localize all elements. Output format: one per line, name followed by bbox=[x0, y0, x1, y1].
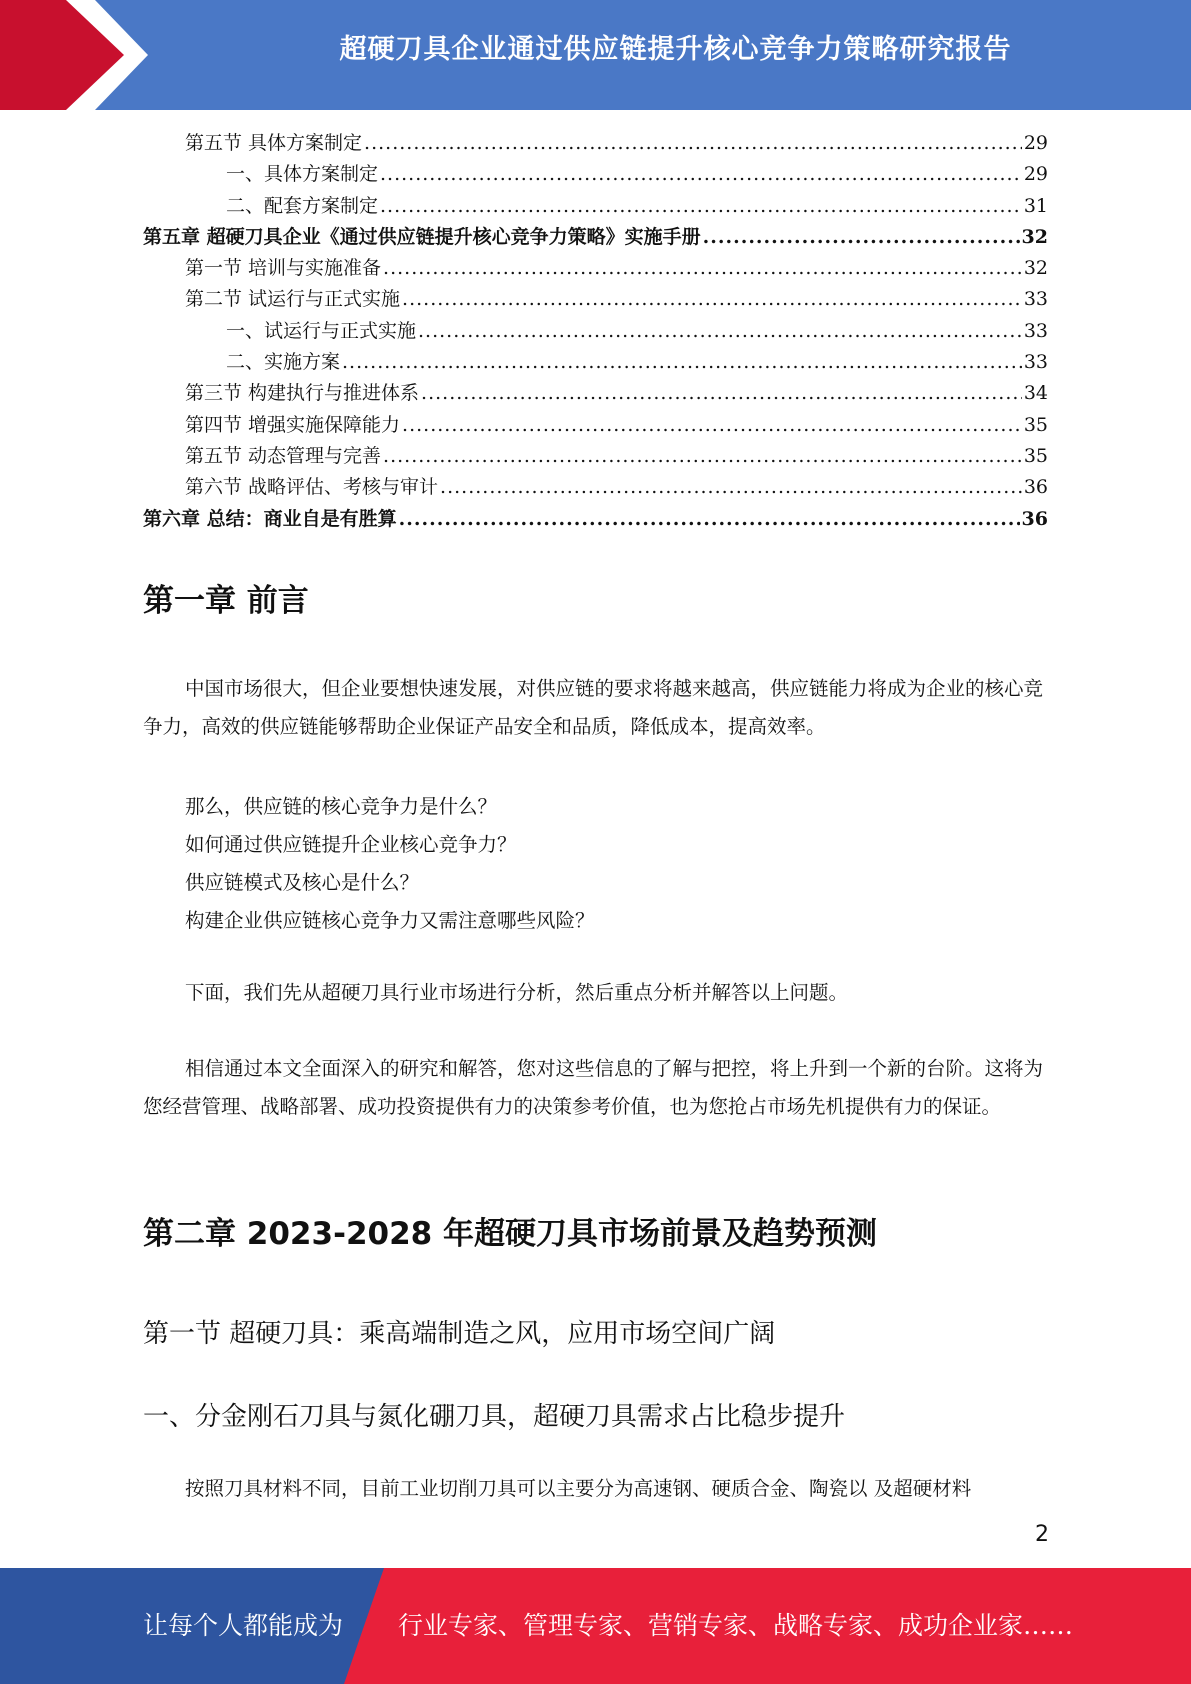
toc-entry-page: 33 bbox=[1023, 319, 1048, 342]
toc-entry[interactable] bbox=[143, 191, 1048, 222]
toc-entry-page: 29 bbox=[1023, 163, 1048, 186]
toc-entry-title: 第五节 动态管理与完善 bbox=[185, 444, 382, 467]
toc-leader-dots bbox=[399, 508, 1020, 530]
footer-slogan-left: 让每个人都能成为 bbox=[143, 1611, 344, 1640]
toc-entry[interactable] bbox=[143, 504, 1048, 535]
toc-entry-title: 二、实施方案 bbox=[226, 351, 341, 374]
header-banner bbox=[0, 0, 1191, 110]
toc-entry[interactable] bbox=[143, 284, 1048, 315]
paragraph: 下面，我们先从超硬刀具行业市场进行分析，然后重点分析并解答以上问题。 bbox=[185, 981, 849, 1004]
toc-entry-page: 33 bbox=[1023, 351, 1048, 374]
toc-leader-dots bbox=[703, 226, 1020, 248]
question-line: 供应链模式及核心是什么？ bbox=[185, 871, 420, 894]
toc-entry[interactable] bbox=[143, 159, 1048, 190]
question-line: 那么，供应链的核心竞争力是什么？ bbox=[185, 795, 498, 818]
toc-entry-title: 第三节 构建执行与推进体系 bbox=[185, 382, 420, 405]
report-title: 超硬刀具企业通过供应链提升核心竞争力策略研究报告 bbox=[339, 34, 1012, 65]
toc-leader-dots bbox=[402, 288, 1022, 310]
toc-entry-title: 第五章 超硬刀具企业《通过供应链提升核心竞争力策略》实施手册 bbox=[143, 225, 701, 248]
question-line: 构建企业供应链核心竞争力又需注意哪些风险？ bbox=[185, 909, 595, 932]
toc-leader-dots bbox=[383, 257, 1022, 279]
paragraph: 中国市场很大，但企业要想快速发展，对供应链的要求将越来越高，供应链能力将成为企业的核心竞争力，高效的供应链能够帮助企业保证产品安全和品质，降低成本，提高效率。 bbox=[143, 677, 1044, 738]
toc-leader-dots bbox=[364, 132, 1022, 154]
page-number: 2 bbox=[1035, 1522, 1049, 1547]
toc-entry[interactable] bbox=[143, 472, 1048, 503]
toc-entry-page: 29 bbox=[1023, 132, 1048, 154]
footer-banner bbox=[0, 1568, 1191, 1684]
toc-entry-page: 36 bbox=[1023, 476, 1048, 499]
toc-entry[interactable] bbox=[143, 128, 1048, 159]
chapter-heading: 第二章 2023-2028 年超硬刀具市场前景及趋势预测 bbox=[143, 1216, 878, 1252]
toc-entry-title: 一、具体方案制定 bbox=[226, 163, 379, 186]
toc-entry-title: 第六章 总结：商业自是有胜算 bbox=[143, 507, 397, 530]
subsection-heading: 一、分金刚石刀具与氮化硼刀具，超硬刀具需求占比稳步提升 bbox=[143, 1402, 846, 1432]
chapter-heading: 第一章 前言 bbox=[143, 583, 309, 619]
toc-entry[interactable] bbox=[143, 378, 1048, 409]
toc-entry-page: 34 bbox=[1023, 382, 1048, 405]
toc-entry-title: 二、配套方案制定 bbox=[226, 194, 379, 217]
toc-entry-page: 36 bbox=[1021, 507, 1048, 530]
toc-leader-dots bbox=[342, 351, 1022, 373]
section-heading: 第一节 超硬刀具：乘高端制造之风，应用市场空间广阔 bbox=[143, 1319, 776, 1349]
toc-entry-page: 32 bbox=[1023, 257, 1048, 280]
toc-entry[interactable] bbox=[143, 316, 1048, 347]
toc-entry-page: 35 bbox=[1023, 413, 1048, 436]
toc-leader-dots bbox=[440, 476, 1022, 498]
toc-entry[interactable] bbox=[143, 347, 1048, 378]
toc-entry-title: 一、试运行与正式实施 bbox=[226, 319, 417, 342]
toc-leader-dots bbox=[383, 445, 1022, 467]
paragraph: 按照刀具材料不同，目前工业切削刀具可以主要分为高速钢、硬质合金、陶瓷以 及超硬材料 bbox=[185, 1477, 972, 1500]
question-line: 如何通过供应链提升企业核心竞争力？ bbox=[185, 833, 517, 856]
toc-entry-title: 第二节 试运行与正式实施 bbox=[185, 288, 401, 311]
toc-entry-title: 第五节 具体方案制定 bbox=[185, 132, 363, 154]
toc-entry[interactable] bbox=[143, 441, 1048, 472]
toc-entry-page: 32 bbox=[1021, 225, 1048, 248]
toc-entry-page: 35 bbox=[1023, 444, 1048, 467]
toc-entry-page: 33 bbox=[1023, 288, 1048, 311]
toc-entry-title: 第六节 战略评估、考核与审计 bbox=[185, 476, 439, 499]
toc-entry[interactable] bbox=[143, 253, 1048, 284]
toc-entry-title: 第四节 增强实施保障能力 bbox=[185, 413, 401, 436]
footer-slogan-right: 行业专家、管理专家、营销专家、战略专家、成功企业家…… bbox=[398, 1611, 1074, 1640]
toc-entry-title: 第一节 培训与实施准备 bbox=[185, 257, 382, 280]
toc-leader-dots bbox=[380, 195, 1022, 217]
toc-leader-dots bbox=[380, 163, 1022, 185]
toc-leader-dots bbox=[418, 320, 1022, 342]
toc-entry-page: 31 bbox=[1023, 194, 1048, 217]
toc-entry[interactable] bbox=[143, 222, 1048, 253]
toc-entry[interactable] bbox=[143, 410, 1048, 441]
table-of-contents bbox=[143, 128, 1048, 535]
toc-leader-dots bbox=[421, 382, 1022, 404]
paragraph: 相信通过本文全面深入的研究和解答，您对这些信息的了解与把控，将上升到一个新的台阶。这将为您经营管理、战略部署、成功投资提供有力的决策参考价值，也为您抢占市场先机提供有力的保证。 bbox=[143, 1057, 1044, 1118]
toc-leader-dots bbox=[402, 414, 1022, 436]
